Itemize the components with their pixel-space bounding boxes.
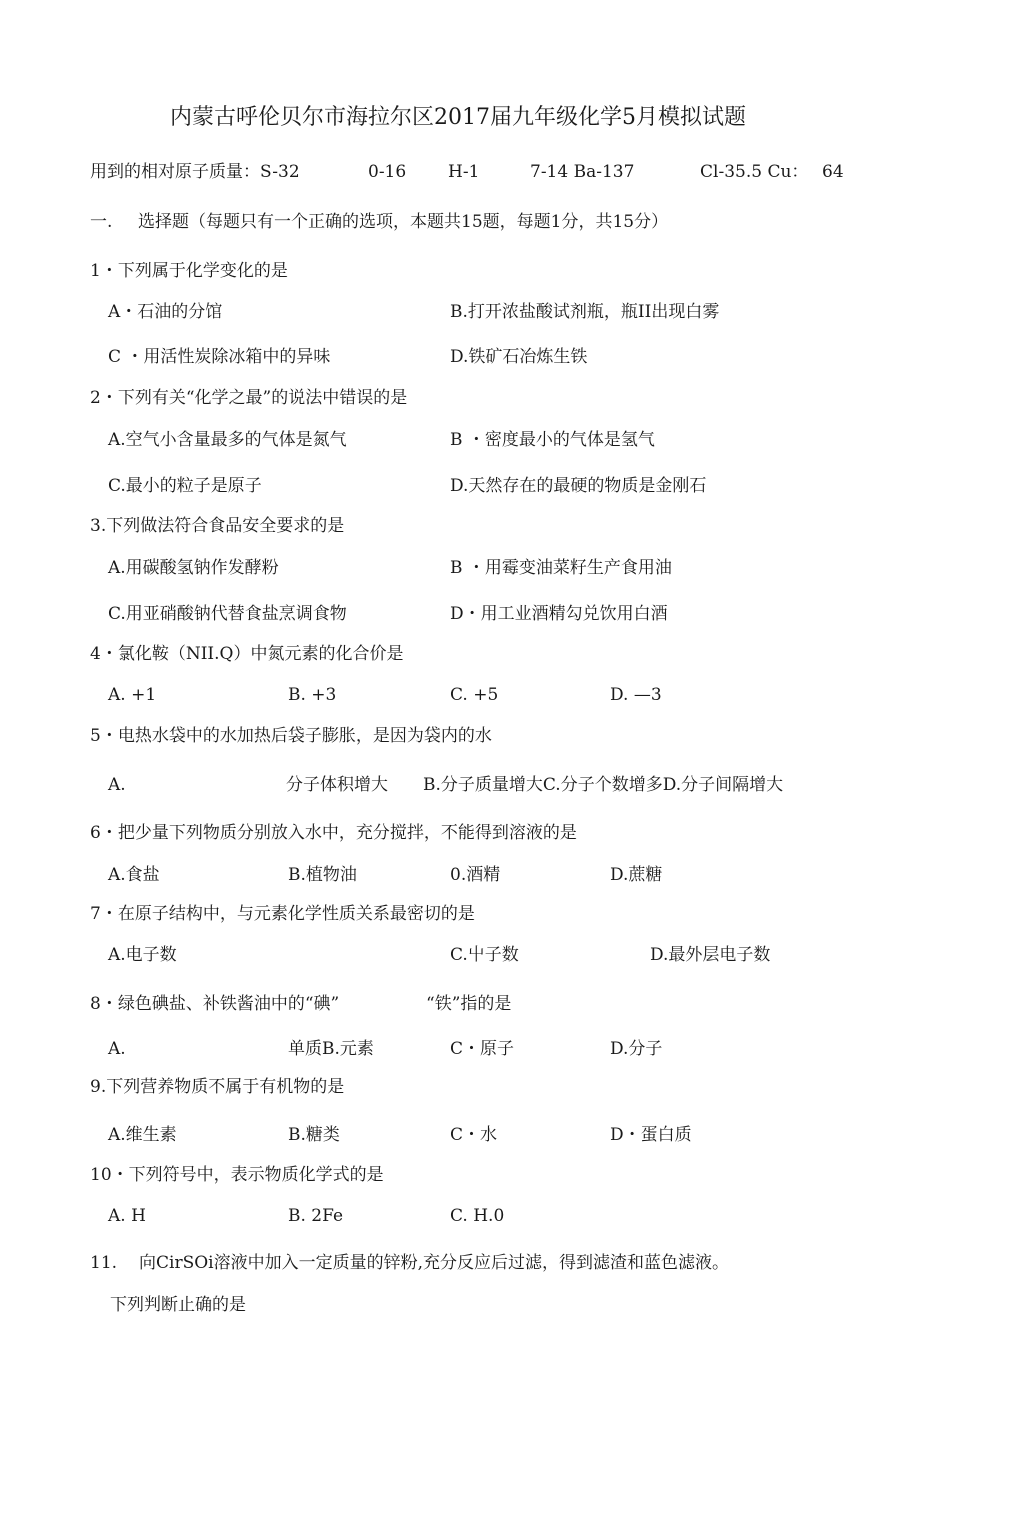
option-a-text: 分子体积增大 [286, 775, 388, 795]
option-c: C. +5 [450, 685, 499, 705]
option-a: A.食盐 [108, 865, 160, 885]
option-b: B.植物油 [288, 865, 357, 885]
option-d: D.蔗糖 [610, 865, 663, 885]
option-b: B. +3 [288, 685, 337, 705]
option-d: D. —3 [610, 685, 662, 705]
option-c: C・原子 [450, 1039, 515, 1059]
question-stem: 向CirSOi溶液中加入一定质量的锌粉,充分反应后过滤，得到滤渣和蓝色滤液。 [139, 1253, 729, 1273]
mass-o: 0-16 [368, 162, 407, 182]
option-d: D.最外层电子数 [650, 945, 771, 965]
option-b: B.糖类 [288, 1125, 340, 1145]
question-stem: 7・在原子结构中，与元素化学性质关系最密切的是 [90, 904, 475, 924]
mass-cl-cu: Cl-35.5 Cu： [700, 162, 809, 182]
section-text: 选择题（每题只有一个正确的选项，本题共15题，每题1分，共15分） [138, 212, 669, 232]
option-b: B ・密度最小的气体是氢气 [450, 430, 655, 450]
option-c: C・水 [450, 1125, 498, 1145]
mass-n-ba: 7-14 Ba-137 [530, 162, 635, 182]
option-a: A. H [108, 1206, 146, 1226]
option-d: D.分子 [610, 1039, 663, 1059]
option-a: A.用碳酸氢钠作发酵粉 [108, 558, 279, 578]
option-c: C.用亚硝酸钠代替食盐烹调食物 [108, 604, 347, 624]
option-a: A.电子数 [108, 945, 177, 965]
question-stem: 10・下列符号中，表示物质化学式的是 [90, 1165, 384, 1185]
question-stem-cont: “铁”指的是 [426, 994, 512, 1014]
option-a: A. +1 [108, 685, 157, 705]
masses-label: 用到的相对原子质量：S-32 [90, 162, 300, 182]
option-a: A.空气小含量最多的气体是氮气 [108, 430, 347, 450]
option-c: C ・用活性炭除冰箱中的异味 [108, 347, 331, 367]
option-d: D・蛋白质 [610, 1125, 692, 1145]
question-stem: 3.下列做法符合食品安全要求的是 [90, 516, 345, 536]
question-stem-cont: 下列判断止确的是 [110, 1295, 246, 1315]
option-b: B.打开浓盐酸试剂瓶，瓶II出现白雾 [450, 302, 720, 322]
question-stem: 9.下列营养物质不属于有机物的是 [90, 1077, 345, 1097]
option-a: A・石油的分馆 [108, 302, 223, 322]
option-c: 0.酒精 [450, 865, 501, 885]
question-number: 11. [90, 1253, 118, 1273]
question-stem: 4・氯化鞍（NII.Q）中氮元素的化合价是 [90, 644, 404, 664]
option-bcd: B.分子质量增大C.分子个数增多D.分子间隔增大 [423, 775, 784, 795]
option-a-b-text: 单质B.元素 [288, 1039, 374, 1059]
option-a: A. [108, 775, 126, 795]
section-number: 一. [90, 212, 113, 232]
mass-h: H-1 [448, 162, 480, 182]
page-title: 内蒙古呼伦贝尔市海拉尔区2017届九年级化学5月模拟试题 [170, 105, 746, 130]
mass-cu-value: 64 [822, 162, 844, 182]
question-stem: 8・绿色碘盐、补铁酱油中的“碘” [90, 994, 340, 1014]
question-stem: 2・下列有关“化学之最”的说法中错误的是 [90, 388, 408, 408]
option-d: D.天然存在的最硬的物质是金刚石 [450, 476, 707, 496]
question-stem: 1・下列属于化学变化的是 [90, 261, 288, 281]
option-c: C. H.0 [450, 1206, 505, 1226]
option-c: C.屮子数 [450, 945, 519, 965]
question-stem: 5・电热水袋中的水加热后袋子膨胀，是因为袋内的水 [90, 726, 492, 746]
question-stem: 6・把少量下列物质分别放入水中，充分搅拌，不能得到溶液的是 [90, 823, 577, 843]
option-b: B ・用霉变油菜籽生产食用油 [450, 558, 672, 578]
option-a: A.维生素 [108, 1125, 177, 1145]
option-b: B. 2Fe [288, 1206, 344, 1226]
option-a: A. [108, 1039, 126, 1059]
option-d: D.铁矿石冶炼生铁 [450, 347, 588, 367]
option-c: C.最小的粒子是原子 [108, 476, 262, 496]
option-d: D・用工业酒精勾兑饮用白酒 [450, 604, 668, 624]
